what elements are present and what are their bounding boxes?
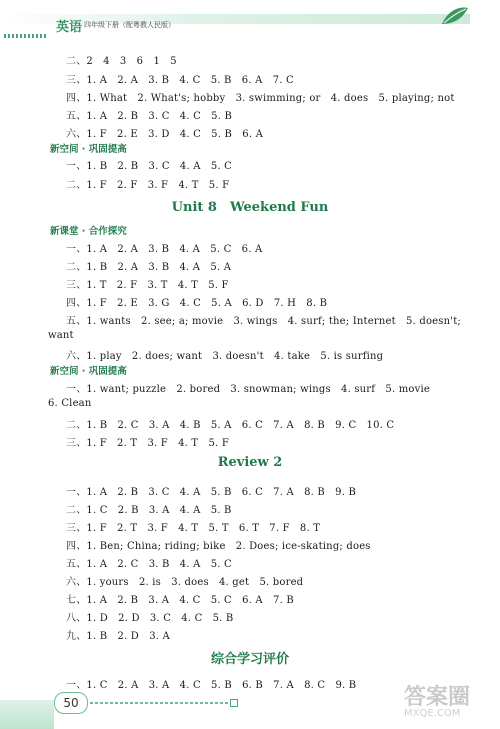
answer-line: 一、1. A 2. B 3. C 4. A 5. B 6. C 7. A 8. B 9. B xyxy=(66,487,357,498)
answer-line: 二、2 4 3 6 1 5 xyxy=(66,56,177,67)
answer-line: 六、1. play 2. does; want 3. doesn't 4. take 5. is surfing xyxy=(66,351,384,362)
answer-line: 七、1. A 2. B 3. A 4. C 5. C 6. A 7. B xyxy=(66,595,294,606)
answer-line: 三、1. F 2. T 3. F 4. T 5. F xyxy=(66,438,229,449)
answer-line: 一、1. A 2. A 3. B 4. A 5. C 6. A xyxy=(66,244,263,255)
answer-line: 五、1. wants 2. see; a; movie 3. wings 4. surf; the; Internet 5. doesn't; xyxy=(66,316,461,327)
answer-line: 二、1. F 2. F 3. F 4. T 5. F xyxy=(66,180,230,191)
section-heading: 新课堂 · 合作探究 xyxy=(50,226,127,237)
answer-line: 一、1. C 2. A 3. A 4. C 5. B 6. B 7. A 8. C 9. B xyxy=(66,680,357,691)
answer-line: 6. Clean xyxy=(48,398,92,409)
watermark: 答案圈 xyxy=(404,685,471,710)
answer-line: 二、1. C 2. B 3. A 4. A 5. B xyxy=(66,505,232,516)
unit-title: 综合学习评价 xyxy=(210,652,289,667)
answer-line: 五、1. A 2. C 3. B 4. A 5. C xyxy=(66,559,232,570)
answer-line: 三、1. T 2. F 3. T 4. T 5. F xyxy=(66,280,229,291)
answer-line: 八、1. D 2. D 3. C 4. C 5. B xyxy=(66,613,234,624)
answer-line: 六、1. yours 2. is 3. does 4. get 5. bored xyxy=(66,577,304,588)
page-header xyxy=(0,0,500,40)
section-heading: 新空间 · 巩固提高 xyxy=(50,144,127,155)
answer-line: 二、1. B 2. A 3. B 4. A 5. A xyxy=(66,262,232,273)
answer-line: 二、1. B 2. C 3. A 4. B 5. A 6. C 7. A 8. B 9. C 10. C xyxy=(66,420,395,431)
unit-title: Unit 8 Weekend Fun xyxy=(171,200,329,215)
answer-line: 一、1. B 2. B 3. C 4. A 5. C xyxy=(66,161,233,172)
footer-dots xyxy=(90,702,230,704)
answer-line: 三、1. A 2. A 3. B 4. C 5. B 6. A 7. C xyxy=(66,75,294,86)
answer-line: 四、1. What 2. What's; hobby 3. swimming; or 4. does 5. playing; not xyxy=(66,93,455,104)
answer-line: want xyxy=(48,330,74,341)
answer-line: 五、1. A 2. B 3. C 4. C 5. B xyxy=(66,111,233,122)
answer-line: 一、1. want; puzzle 2. bored 3. snowman; wings 4. surf 5. movie xyxy=(66,384,430,395)
footer-band xyxy=(0,700,54,729)
book-subtitle: 四年级下册（配粤教人民版） xyxy=(84,21,175,29)
answer-line: 六、1. F 2. E 3. D 4. C 5. B 6. A xyxy=(66,129,263,140)
page-number: 50 xyxy=(54,692,88,714)
answer-line: 三、1. F 2. T 3. F 4. T 5. T 6. T 7. F 8. T xyxy=(66,523,321,534)
answer-line: 四、1. Ben; China; riding; bike 2. Does; ice-skating; does xyxy=(66,541,371,552)
answer-line: 四、1. F 2. E 3. G 4. C 5. A 6. D 7. H 8. B xyxy=(66,298,328,309)
unit-title: Review 2 xyxy=(217,455,283,470)
leaf-icon xyxy=(440,4,470,28)
header-dots xyxy=(4,34,46,38)
section-heading: 新空间 · 巩固提高 xyxy=(50,366,127,377)
answer-line: 九、1. B 2. D 3. A xyxy=(66,631,170,642)
book-subject: 英语 xyxy=(56,20,83,35)
footer-square-icon xyxy=(230,699,238,707)
watermark-url: MXQE.COM xyxy=(404,708,461,719)
